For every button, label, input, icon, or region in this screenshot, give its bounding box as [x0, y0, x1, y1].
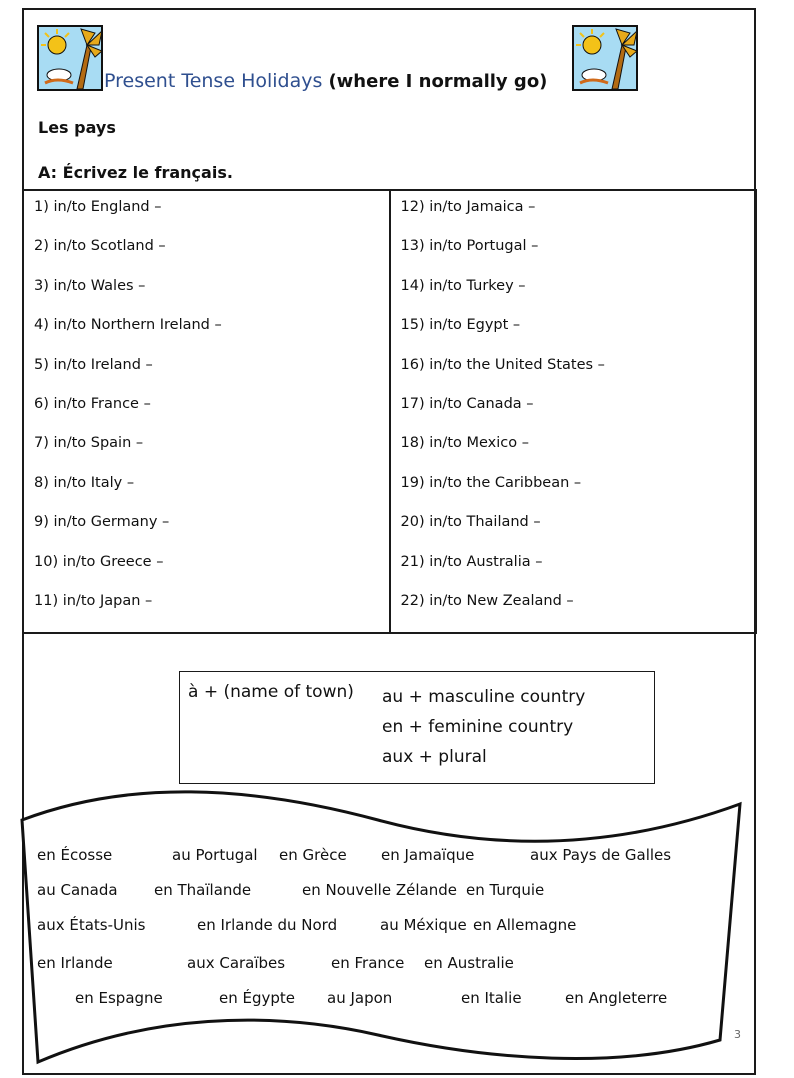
exercise-item: 18) in/to Mexico – — [400, 435, 529, 452]
title-main: Present Tense Holidays — [104, 70, 323, 92]
left-column-cell — [23, 190, 390, 633]
instruction: A: Écrivez le français. — [38, 163, 233, 182]
exercise-table — [22, 189, 757, 634]
exercise-item: 17) in/to Canada – — [400, 395, 534, 412]
exercise-item: 16) in/to the United States – — [400, 356, 605, 373]
exercise-item: 19) in/to the Caribbean – — [400, 474, 582, 491]
beach-clipart-icon-right — [572, 25, 638, 91]
word-bank-item: en Écosse — [37, 846, 113, 864]
exercise-item: 12) in/to Jamaica – — [400, 199, 536, 215]
word-bank-item: en Australie — [424, 954, 514, 972]
word-bank-item: en Irlande — [37, 954, 113, 972]
exercise-item: 5) in/to Ireland – — [34, 356, 153, 373]
left-column-list — [24, 191, 389, 630]
grammar-rule-box — [179, 671, 655, 784]
word-bank-item: au Canada — [37, 881, 118, 899]
word-bank-item: aux Caraïbes — [187, 954, 286, 972]
exercise-item: 11) in/to Japan – — [34, 592, 153, 609]
exercise-item: 1) in/to England – — [34, 199, 162, 215]
title-sub: (where I normally go) — [328, 71, 548, 92]
exercise-item: 9) in/to Germany – — [34, 514, 170, 531]
exercise-item: 22) in/to New Zealand – — [400, 592, 574, 609]
rule-list — [382, 682, 585, 772]
word-bank-item: en Grèce — [279, 846, 347, 864]
right-column-cell — [390, 190, 757, 633]
exercise-item: 13) in/to Portugal – — [400, 238, 539, 255]
word-bank-item: en Allemagne — [473, 916, 577, 934]
section-heading: Les pays — [38, 118, 116, 137]
exercise-item: 10) in/to Greece – — [34, 553, 164, 570]
exercise-item: 2) in/to Scotland – — [34, 238, 166, 255]
rule-masculine: au + masculine country — [382, 687, 586, 707]
page-number: 3 — [734, 1028, 741, 1041]
word-bank-item: en Thaïlande — [154, 881, 252, 899]
exercise-item: 4) in/to Northern Ireland – — [34, 317, 222, 334]
exercise-item: 14) in/to Turkey – — [400, 277, 526, 294]
page-title — [104, 70, 547, 92]
word-bank-item: en Espagne — [75, 989, 163, 1007]
right-column-list — [391, 191, 756, 630]
rule-plural: aux + plural — [382, 747, 487, 767]
word-bank-item: en Égypte — [219, 989, 296, 1007]
exercise-item: 6) in/to France – — [34, 395, 151, 412]
word-bank-item: aux Pays de Galles — [530, 846, 672, 864]
rule-feminine: en + feminine country — [382, 717, 574, 737]
exercise-item: 20) in/to Thailand – — [400, 514, 541, 531]
word-bank-item: en Jamaïque — [381, 846, 475, 864]
exercise-item: 3) in/to Wales – — [34, 277, 146, 294]
word-bank-item: en Nouvelle Zélande — [302, 881, 457, 899]
word-bank-item: en Irlande du Nord — [197, 916, 338, 934]
word-bank-item: au Portugal — [172, 846, 258, 864]
word-bank-item: au Méxique — [380, 916, 467, 934]
word-bank-item: aux États-Unis — [37, 916, 146, 934]
word-bank-item: en France — [331, 954, 405, 972]
exercise-item: 7) in/to Spain – — [34, 435, 144, 452]
word-bank-item: en Angleterre — [565, 989, 668, 1007]
beach-clipart-icon — [37, 25, 103, 91]
rule-town: à + (name of town) — [188, 682, 354, 702]
word-bank-item: en Turquie — [466, 881, 545, 899]
word-bank-item: en Italie — [461, 989, 522, 1007]
word-bank-item: au Japon — [327, 989, 393, 1007]
exercise-item: 8) in/to Italy – — [34, 474, 135, 491]
exercise-item: 15) in/to Egypt – — [400, 317, 521, 334]
exercise-item: 21) in/to Australia – — [400, 553, 543, 570]
